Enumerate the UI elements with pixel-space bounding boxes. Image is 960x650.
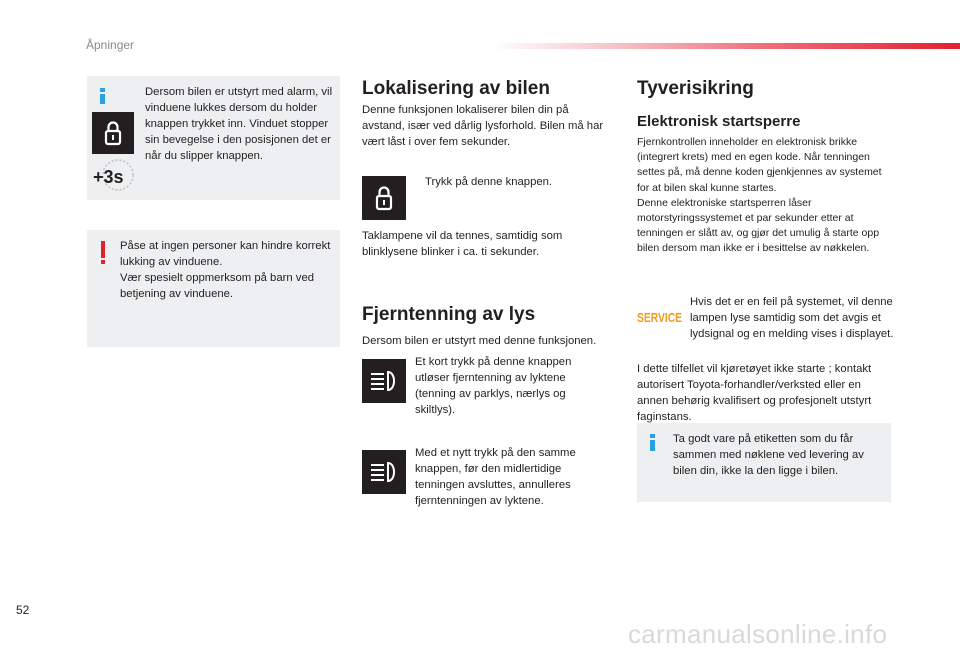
watermark: carmanualsonline.info xyxy=(628,619,888,649)
lock-icon xyxy=(362,176,406,225)
info-box xyxy=(87,76,340,200)
header-accent-bar xyxy=(490,43,960,49)
step-instruction xyxy=(419,174,609,190)
page-number: 52 xyxy=(16,603,30,617)
immobilizer-line: Denne elektroniske startsperren låser motorstyringssystemet et par sekunder etter at tenningen er slått av, og gjør det umulig å starte opp bilen dersom man ikke er i besittelse av nøkkelen. xyxy=(637,196,880,255)
info-box-text: Dersom bilen er utstyrt med alarm, vil vinduene lukkes dersom du holder knappen trykket inn. Vinduet stopper sin bevegelse i den posisjonen det er når du slipper knappen. xyxy=(145,86,333,162)
section-title: Åpninger xyxy=(86,38,135,52)
hold-timer-icon xyxy=(90,158,136,197)
anti-theft-heading: Tyverisikring xyxy=(637,78,754,99)
press-once-text: Et kort trykk på denne knappen utløser fjerntenning av lyktene (tenning av parklys, nærlys og skiltlys). xyxy=(415,356,572,416)
lock-icon xyxy=(92,112,134,159)
step-text: Trykk på denne knappen. xyxy=(425,176,553,188)
info-box-text: Ta godt vare på etiketten som du får sammen med nøklene ved levering av bilen din, ikke la den ligge i bilen. xyxy=(673,433,864,477)
warning-box-text xyxy=(120,238,333,302)
locate-text: Denne funksjonen lokaliserer bilen din på avstand, især ved dårlig lysforhold. Bilen må har vært låst i over fem sekunder. xyxy=(362,104,604,148)
headlamp-icon xyxy=(362,450,406,499)
immobilizer-line: Fjernkontrollen inneholder en elektronisk brikke (integrert krets) med en egen kode. Når tenningen settes på, må denne koden gjenkjennes av systemet for at bilen skal kunne startes. xyxy=(637,136,882,194)
locate-heading: Lokalisering av bilen xyxy=(362,78,550,99)
immobilizer-text xyxy=(637,135,892,257)
warning-box xyxy=(87,230,340,347)
remote-lights-heading: Fjerntenning av lys xyxy=(362,304,536,325)
blink-text: Taklampene vil da tennes, samtidig som blinklysene blinker i ca. ti sekunder. xyxy=(362,230,563,258)
remote-intro: Dersom bilen er utstyrt med denne funksjonen. xyxy=(362,335,597,347)
headlamp-icon xyxy=(362,359,406,408)
service-label: SERVICE xyxy=(637,311,682,325)
contact-dealer-text: I dette tilfellet vil kjøretøyet ikke starte ; kontakt autorisert Toyota-forhandler/verksted eller en annen behørig kvalifisert og profesjonelt utstyrt faginstans. xyxy=(637,363,872,423)
fault-text: Hvis det er en feil på systemet, vil denne lampen lyse samtidig som det avgis et lydsignal og en melding vises i displayet. xyxy=(690,296,894,340)
service-warning-icon xyxy=(637,309,683,330)
warning-line: Vær spesielt oppmerksom på barn ved betjening av vinduene. xyxy=(120,272,315,300)
press-again-text: Med et nytt trykk på den samme knappen, før den midlertidige tenningen avsluttes, annulleres fjerntenningen av lyktene. xyxy=(415,447,576,507)
info-box xyxy=(637,423,891,502)
warning-line: Påse at ingen personer kan hindre korrekt lukking av vinduene. xyxy=(120,240,331,268)
immobilizer-subheading: Elektronisk startsperre xyxy=(637,113,801,130)
hold-duration-label: +3s xyxy=(93,167,124,187)
